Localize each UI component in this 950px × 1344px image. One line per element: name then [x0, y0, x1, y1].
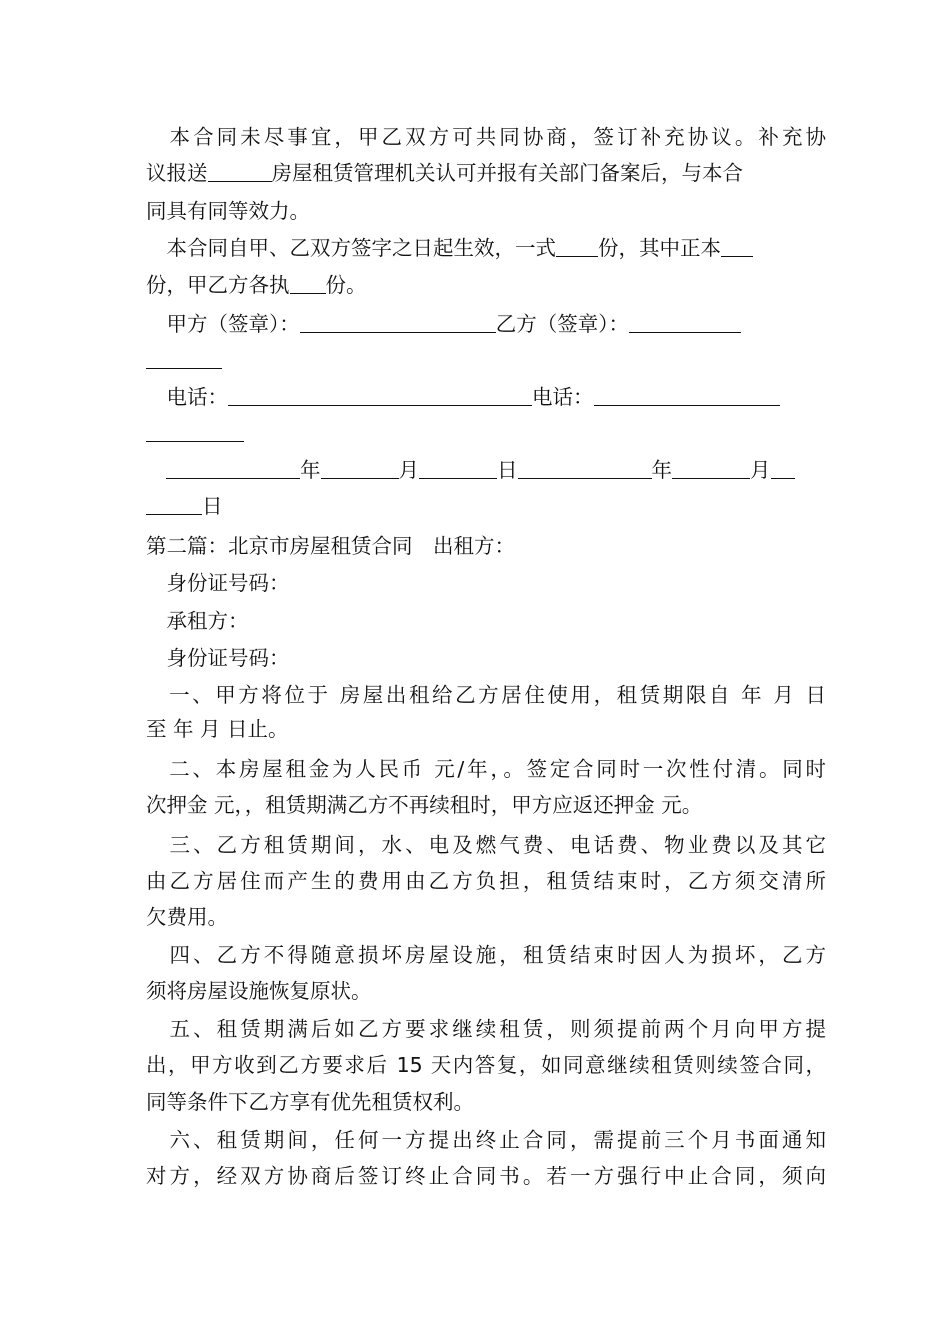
text-run: 房屋租赁管理机关认可并报有关部门备案后，与本合 [271, 161, 743, 185]
blank-line [321, 458, 399, 479]
paragraph-line: 身份证号码： [146, 571, 290, 595]
paragraph-line: 承租方： [146, 609, 249, 633]
signature-line-party-a [146, 310, 826, 338]
section-heading: 第二篇：北京市房屋租赁合同 出租方： [146, 534, 515, 558]
paragraph-line: 欠费用。 [146, 905, 228, 929]
paragraph-line: 五、租赁期满后如乙方要求继续租赁，则须提前两个月向甲方提 [146, 1017, 826, 1041]
paragraph-line: 身份证号码： [146, 646, 290, 670]
phone-line [146, 383, 826, 411]
blank-line [208, 161, 272, 182]
text-run: 日 [497, 458, 518, 482]
text-run: 本合同自甲、乙双方签字之日起生效，一式 [146, 236, 556, 260]
paragraph-line: 由乙方居住而产生的费用由乙方负担，租赁结束时，乙方须交清所 [146, 869, 826, 893]
text-run: 年 [300, 458, 321, 482]
paragraph-line [146, 271, 826, 299]
blank-line [300, 312, 496, 333]
blank-line [721, 236, 753, 257]
paragraph-line: 三、乙方租赁期间，水、电及燃气费、电话费、物业费以及其它 [146, 833, 826, 857]
blank-line [419, 458, 497, 479]
blank-line [146, 494, 202, 515]
date-line [146, 456, 826, 484]
paragraph-line [146, 234, 826, 262]
phone-line-cont [146, 419, 826, 447]
paragraph-line: 同具有同等效力。 [146, 199, 310, 223]
text-run: 日 [202, 494, 223, 518]
paragraph-line: 二、本房屋租金为人民币 元/年，。签定合同时一次性付清。同时 [146, 757, 826, 781]
paragraph-line: 同等条件下乙方享有优先租赁权利。 [146, 1090, 474, 1114]
paragraph-line: 四、乙方不得随意损坏房屋设施，租赁结束时因人为损坏，乙方 [146, 943, 826, 967]
blank-line [594, 385, 780, 406]
date-line-cont [146, 492, 826, 520]
blank-line [166, 458, 300, 479]
blank-line [771, 458, 795, 479]
blank-line [518, 458, 652, 479]
paragraph-line [146, 159, 826, 187]
blank-line [228, 385, 532, 406]
paragraph-line: 出，甲方收到乙方要求后 15 天内答复，如同意继续租赁则续签合同， [146, 1053, 826, 1077]
blank-line [629, 312, 741, 333]
blank-line [556, 236, 598, 257]
paragraph-line: 六、租赁期间，任何一方提出终止合同，需提前三个月书面通知 [146, 1128, 826, 1152]
text-run: 电话： [146, 385, 228, 409]
blank-line [672, 458, 750, 479]
paragraph-line: 次押金 元，，租赁期满乙方不再续租时，甲方应返还押金 元。 [146, 793, 703, 817]
text-run: 份，其中正本 [598, 236, 721, 260]
paragraph-line: 至 年 月 日止。 [146, 717, 289, 741]
paragraph-line: 一、甲方将位于 房屋出租给乙方居住使用，租赁期限自 年 月 日 [146, 683, 826, 707]
text-run: 电话： [532, 385, 594, 409]
text-run: 乙方（签章）： [495, 312, 629, 336]
paragraph-line: 对方，经双方协商后签订终止合同书。若一方强行中止合同，须向 [146, 1164, 826, 1188]
text-run: 份，甲乙方各执 [146, 273, 290, 297]
text-run: 年 [651, 458, 672, 482]
blank-line [146, 348, 222, 369]
text-run: 甲方（签章）： [146, 312, 300, 336]
text-run: 议报送 [146, 161, 208, 185]
paragraph-line: 本合同未尽事宜，甲乙双方可共同协商，签订补充协议。补充协 [146, 125, 826, 149]
blank-line [290, 273, 326, 294]
text-run: 月 [750, 458, 771, 482]
signature-line-cont [146, 346, 826, 374]
text-run: 份。 [325, 273, 367, 297]
text-run: 月 [398, 458, 419, 482]
blank-line [146, 421, 244, 442]
paragraph-line: 须将房屋设施恢复原状。 [146, 979, 372, 1003]
